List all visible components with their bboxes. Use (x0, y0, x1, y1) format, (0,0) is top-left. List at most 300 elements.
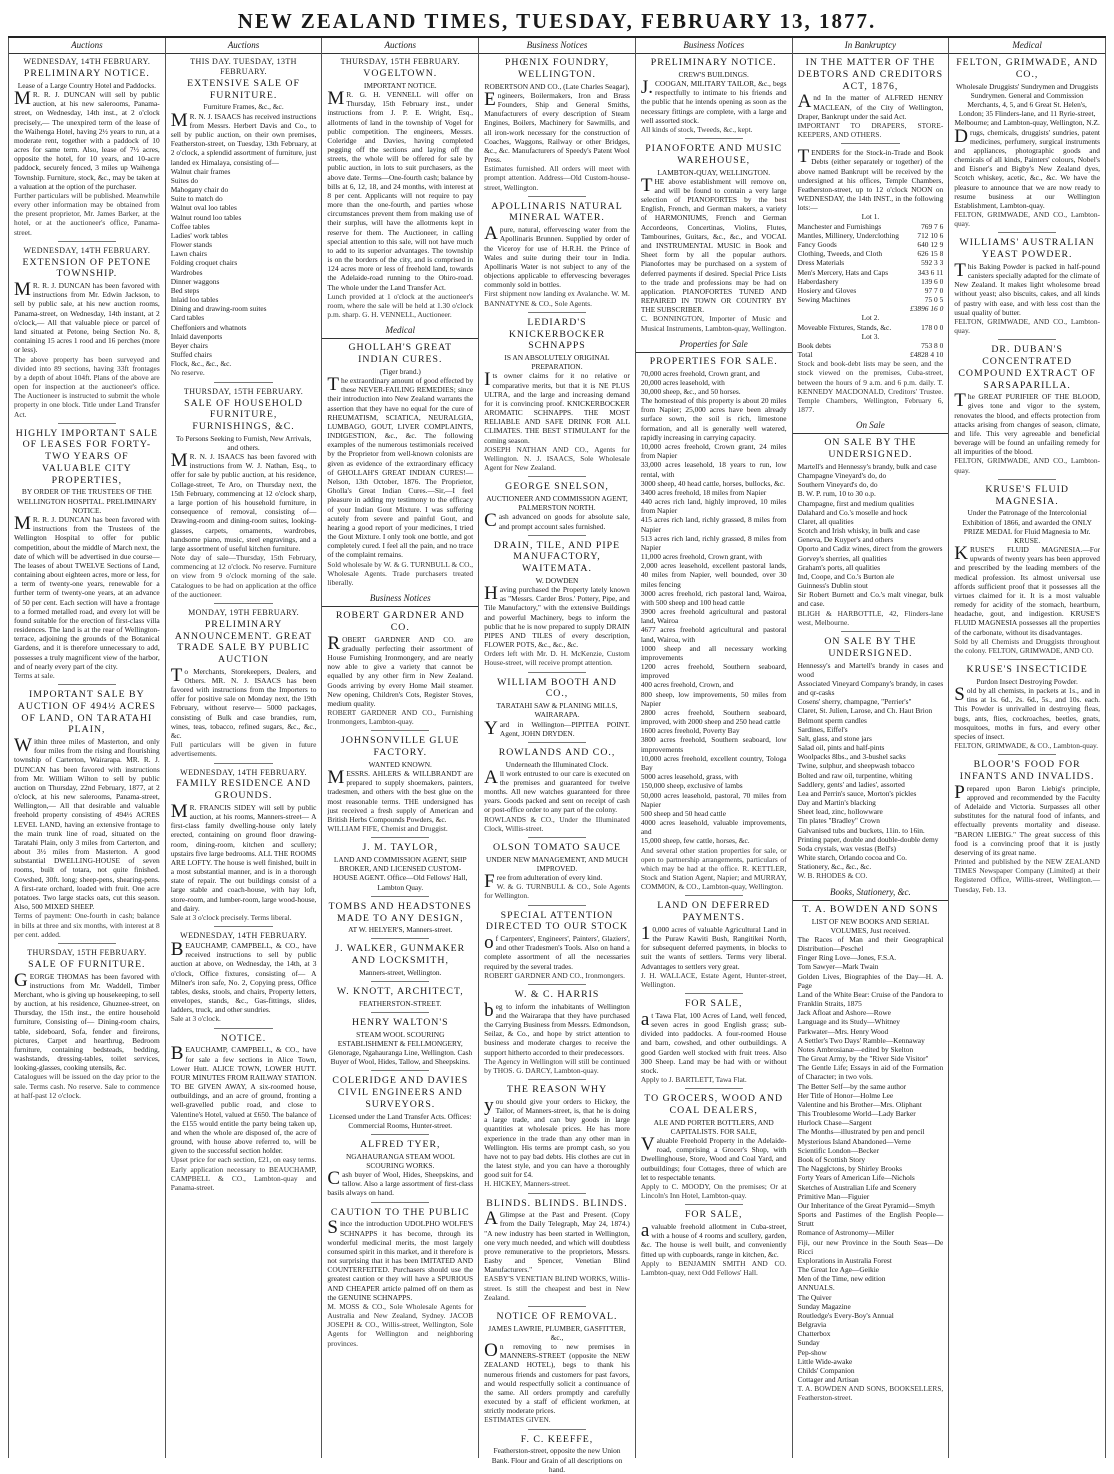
ad-title: WILLIAM BOOTH AND CO., (497, 676, 617, 700)
ad-body: at Tawa Flat, 100 Acres of Land, well fenced, seven acres in good English grass; sub-divided into paddocks. A four-roomed House and barn, cowshed, and other outbuildings. A good Garden well stocked with fruit trees. Also 300 Sheep. Land may be had with or without stock. (640, 1008, 787, 1075)
list-item: Fiji, our new Province in the South Seas—De Ricci (797, 1237, 944, 1256)
ad-footer: M. MOSS & CO., Sole Wholesale Agents for Australia and New Zealand, Sydney. JACOB JOSEPH & CO., Willis-street, Wellington, Sole Agents for Wellington and neighboring provinces. (327, 1301, 474, 1348)
list-item: 33,000 acres leasehold, 18 years to run, low rental, with (640, 460, 787, 479)
list-item: Primitive Man—Figuier (797, 1191, 870, 1201)
list-item: 30,000 sheep, &c., and 50 horses. (640, 386, 741, 396)
list-item: The Better Self—by the same author (797, 1081, 907, 1091)
ad-footer: Full particulars will be given in future advertisements. (170, 740, 317, 759)
advertisement (484, 57, 630, 192)
advertisement (171, 603, 317, 759)
stock-amount: 626 15 8 (917, 249, 944, 259)
ad-footer: The above property has been surveyed and divided into 89 sections, having 33ft frontages by a depth of about 104ft. Plans of the above are open for inspection at the auctioneer's office. The Auctioneer is instructed to submit the whole property in one block. Title under Land Transfer Act. (14, 354, 160, 419)
list-item: 2,000 acres leasehold, excellent pastoral lands, 40 miles from Napier, well bounded, over 30 miles fencing (640, 561, 787, 589)
total-row (798, 350, 944, 359)
list-item: The Quiver (797, 1292, 832, 1302)
column-header: Auctions (9, 38, 165, 54)
list-item: Suite to match do (170, 194, 223, 204)
ad-footer: J. H. WALLACE, Estate Agent, Hunter-street, Wellington. (640, 970, 787, 989)
ad-body: BEAUCHAMP, CAMPBELL, & CO., have received instructions to sell by public auction at above, on Wednesday, the 14th, at 3 o'clock, Office fixtures, consisting of— A Milner's iron safe, No. 2, Copying press, Office tables, desks, stools, and chairs, Property letters, envelopes, stands, &c., Gas-fittings, slides, ladders, truck, and other sundries. (170, 939, 317, 1015)
advertisement (798, 143, 944, 414)
list-item: 800 sheep, low improvements, 50 miles from Napier (640, 689, 787, 708)
list-item: Stuffed chairs (170, 350, 212, 360)
advertisement (484, 672, 630, 738)
ad-subtitle: IS AN ABSOLUTELY ORIGINAL PREPARATION. (504, 353, 610, 372)
list-item: Chatterbox (797, 1329, 831, 1339)
ad-title: FOR SALE, (684, 998, 743, 1010)
ad-body: The GREAT PURIFIER OF THE BLOOD, gives tone and vigor to the system, renovates the blood, and effects protection from attacks arising from changes of season, climate, and life. This very agreeable and beneficial beverage will be found an unfailing remedy for all impurities of the blood. (954, 390, 1100, 457)
ad-subtitle: FEATHERSTON-STREET. (359, 998, 442, 1008)
section-header: Business Notices (322, 591, 478, 607)
column-header: Auctions (166, 38, 322, 54)
stock-item: Sewing Machines (797, 295, 851, 305)
section-header: Properties for Sale (636, 337, 792, 353)
stock-amount: 712 10 6 (917, 230, 944, 240)
ad-footer: Stock and book-debt lists may be seen, and the stock viewed on the premises, Cuba-street, between the hours of 9 a.m. and 6 p.m. daily. T. KENNEDY MACDONALD, Creditors' Trustee. Temple Chambers, Wellington, February 6, 1877. (797, 359, 944, 415)
stock-amount: 753 8 0 (921, 340, 944, 350)
list-item: White starch, Orlando cocoa and Co. (797, 853, 907, 863)
list-item: Suites do (170, 175, 199, 185)
ad-title: COLERIDGE AND DAVIES CIVIL ENGINEERS AND SURVEYORS. (332, 1075, 469, 1110)
ad-footer: No reserve. (170, 368, 205, 378)
advertisement (798, 631, 944, 881)
ad-footer: ROWLANDS & CO., Under the Illuminated Clock, Willis-street. (484, 814, 630, 833)
ad-footer: And several other station properties for sale, or open to partnership arrangements, particulars of which may be had at the office. R. KETTLER, Stock and Station Agent, Napier; and MURRAY, COMMON, & CO., Lambton-quay, Wellington. (640, 845, 787, 892)
ad-body: Sold by all chemists, in packets at 1s., and in tins at 1s. 6d., 2s. 6d., 5s., and 10s. each. This Powder is unrivalled in destroying fleas, bugs, ants, flies, cockroaches, beetles, gnats, mosquitoes, moths in furs, and every other species of insect. (954, 684, 1100, 741)
advertisement (798, 904, 944, 1403)
list-item: Inlaid loo tables (170, 295, 219, 305)
advertisement (641, 993, 787, 1084)
ad-title: BLOOR'S FOOD FOR INFANTS AND INVALIDS. (959, 759, 1095, 782)
ad-body: GEORGE THOMAS has been favored with instructions from Mr. Waddell, Timber Merchant, who is giving up housekeeping, to sell by auction, at his residence, Ghuznee-street, on Thursday, the 15th inst., the entire household furniture, Consisting of— Dining-room chairs, table, sideboard, Sofa, fender and fireirons, pictures, Carpet and hearthrug, Bedroom furniture, containing bedsteads, bedding, washstands, dressing-tables, toilet services, looking-glasses, cooking utensils, &c. (14, 969, 160, 1073)
ad-title: JOHNSONVILLE GLUE FACTORY. (341, 735, 460, 759)
advertisement (171, 926, 317, 1023)
ad-title: THE REASON WHY (506, 1084, 608, 1096)
list-item: Walnut round loo tables (170, 212, 242, 222)
section-header: Books, Stationery, &c. (793, 885, 949, 901)
list-item: This Troublesome World—Lady Barker (797, 1109, 916, 1119)
ad-footer: IMPORTANT TO DRAPERS, STORE-KEEPERS, AND OTHERS. (797, 120, 944, 140)
advertisement (484, 984, 630, 1075)
ad-body: Valuable Freehold Property in the Adelaide-road, comprising a Grocer's Shop, with Dwellinghouse, Store, Wood and Coal Yard, and outbuildings; four Cottages, three of which are let to respectable tenants. (640, 1134, 787, 1182)
ad-footer: ROBERT GARDNER AND CO., Furnishing Ironmongers, Lambton-quay. (327, 708, 474, 727)
advertisement (798, 57, 944, 139)
ad-body: Yard in Wellington—PIPITEA POINT. Agent, JOHN DRYDEN. (484, 717, 630, 739)
ad-footer: BLIGH & HARBOTTLE, 42, Flinders-lane west, Melbourne. (797, 608, 944, 627)
ad-title: PIANOFORTE AND MUSIC WAREHOUSE, (645, 143, 783, 166)
advertisement (954, 339, 1100, 475)
list-item: Associated Vineyard Company's brandy, in cases and qr-casks (797, 678, 944, 698)
advertisement (484, 1429, 630, 1474)
subtotal: £3896 16 0 (910, 304, 944, 314)
section-header: On Sale (793, 418, 949, 434)
list-item: Mysterious Island Abandoned—Verne (797, 1136, 911, 1146)
ad-footer: W. B. RHODES & CO. (797, 871, 868, 881)
stock-table (798, 222, 944, 305)
column-7 (949, 38, 1106, 1458)
list-item: The Months—illustrated by pen and pencil (797, 1127, 925, 1137)
advertisement (14, 423, 160, 680)
list-item: Finger Ring Love—Jones, F.S.A. (797, 953, 897, 963)
item-list (798, 661, 944, 872)
ad-title: SALE OF FURNITURE. (28, 958, 146, 970)
ad-footer: H. HICKEY, Manners-street. (484, 1179, 571, 1189)
ad-footer: Terms at sale. (14, 670, 55, 680)
ad-title: HENRY WALTON'S (351, 1017, 449, 1029)
list-item: Printing paper, double and double-double demy (797, 834, 939, 844)
list-item: Explorations in Australia Forest (797, 1255, 892, 1265)
list-item: Tom Sawyer—Mark Twain (797, 962, 879, 972)
advertisement (327, 610, 473, 726)
ad-title: J. WALKER, GUNMAKER AND LOCKSMITH, (335, 943, 466, 967)
ad-title: NOTICE. (220, 1032, 267, 1044)
list-item: Soda crystals, wax vestas (Bell's) (797, 843, 896, 853)
list-item: Golden Lives, Biographies of the Day—H. A. Page (797, 971, 944, 990)
ad-footer: All kinds of stock, Tweeds, &c., kept. (640, 124, 753, 134)
ad-body: Free from adulteration of every kind. (484, 871, 603, 893)
list-item: The Great Ice Age—Geikie (797, 1265, 880, 1275)
item-list (798, 462, 944, 609)
ad-title: TOMBS AND HEADSTONES MADE TO ANY DESIGN, (328, 900, 472, 924)
advertisement (327, 1012, 473, 1066)
list-item: Pep-show (797, 1347, 827, 1357)
ad-subtitle: Featherston-street, opposite the new Union Bank. Flour and Grain of all descriptions on hand. (491, 1446, 623, 1474)
ad-title: ON SALE BY THE UNDERSIGNED. (824, 636, 917, 659)
advertisement (327, 1202, 473, 1348)
advertisement (641, 356, 787, 892)
ad-title: ROWLANDS AND CO., (498, 746, 616, 758)
ad-body: KRUSE'S FLUID MAGNESIA.—For upwards of twenty years has been approved and prescribed by the leading members of the medical profession. Its almost universal use affords sufficient proof that it possesses all the virtues claimed for it. It is a most valuable remedy for acidity of the stomach, heartburn, headache, gout, and indigestion. KRUSE'S FLUID MAGNESIA possesses all the properties of the carbonate, without its disadvantages. (954, 543, 1100, 637)
list-item: Her Title of Honor—Holme Lee (797, 1090, 894, 1100)
ad-body: Cash buyer of Wool, Hides, Sheepskins, and tallow. Also a large assortment of first-class basils always on hand. (327, 1168, 474, 1198)
list-item: 150,000 sheep, exclusive of lambs (640, 781, 743, 791)
advertisement (327, 1070, 473, 1130)
ad-title: FOR SALE, (684, 1209, 743, 1221)
list-item: 20,000 acres leasehold, with (640, 377, 725, 387)
ad-body: And In the matter of ALFRED HENRY MACLEAN, of the City of Wellington, Draper, Bankrupt under the said Act. (797, 91, 944, 121)
ad-title: WILLIAMS' AUSTRALIAN YEAST POWDER. (959, 237, 1095, 261)
ad-footer: Further particulars will be published. Meanwhile every other information may be obtained from the present proprietor, Mr. James Barker, at the hotel, or at the auctioneer's office, Panama-street. (14, 190, 160, 237)
list-item: The homestead of this property is about 20 miles from Napier; 25,000 acres have been already surface sown, the soil is rich, limestone formation, and all is generally well watered, rapidly increasing in carrying capacity. (640, 396, 787, 442)
ad-subtitle: WANTED KNOWN. (368, 759, 432, 769)
list-item: Southern Vineyard's do, do (797, 480, 878, 490)
stock-row (798, 286, 944, 295)
ad-body: ROBERT GARDNER AND CO. are gradually perfecting their assortment of House Furnishing Ironmongery, and are nearly now able to give a variety that cannot be equalled by any other firm in New Zealand. Goods arriving by every Home Mail steamer. New opening, Children's Cots, Register Stoves, medium quality. (327, 632, 474, 708)
ad-footer: Terms of payment: One-fourth in cash; balance in bills at three and six months, with interest at 8 per cent. added. (14, 911, 160, 939)
ad-date: WEDNESDAY, 14TH FEBRUARY. (180, 767, 307, 777)
ad-footer: T. A. BOWDEN AND SONS, BOOKSELLERS, Featherston-street. (797, 1384, 944, 1403)
list-item: Scotch and Irish whisky, in bulk and case (797, 526, 920, 536)
ad-footer: Estimates furnished. All orders will meet with prompt attention. Address—Old Custom-house-street, Wellington. (484, 164, 630, 192)
ad-subtitle: NGAHAURANGA STEAM WOOL SCOURING WORKS. (345, 1151, 455, 1170)
stock-item: Men's Mercery, Hats and Caps (797, 267, 889, 277)
advertisement (484, 196, 630, 308)
column-5 (636, 38, 793, 1458)
list-item: Tin plates "Bradley" Crown (797, 816, 880, 826)
advertisement (954, 57, 1100, 228)
ad-footer: FELTON, GRIMWADE, AND CO., Lambton-quay. (954, 210, 1100, 229)
list-item: Book of Scottish Story (797, 1155, 866, 1164)
advertisement (484, 312, 630, 472)
column-4 (479, 38, 636, 1474)
ad-subtitle: Lease of a Large Country Hotel and Paddocks. (17, 80, 156, 90)
stock-item: Clothing, Tweeds, and Cloth (797, 249, 883, 259)
advertisement (327, 1134, 473, 1198)
list-item: Hennessy's and Martell's brandy in cases and wood (797, 660, 944, 679)
list-item: 3400 acres freehold, 18 miles from Napier (640, 487, 767, 497)
list-item: Galvanised tubs and buckets, 11in. to 16in. (797, 825, 925, 835)
list-item: Walnut oval loo tables (170, 203, 237, 213)
ad-title: SALE OF HOUSEHOLD FURNITURE, FURNISHINGS, &C. (184, 397, 303, 433)
column-6 (793, 38, 950, 1458)
advertisement (641, 1088, 787, 1200)
column-header: Auctions (322, 38, 478, 54)
total-amount: £4828 4 10 (910, 350, 944, 360)
ad-footer: FELTON, GRIMWADE, AND CO., Lambton-quay. (954, 456, 1100, 475)
list-item: Stationery, &c., &c., &c. (797, 862, 872, 872)
list-item: Folding croquet chairs (170, 258, 238, 268)
stock-amount: 97 7 0 (924, 285, 944, 295)
list-item: 1600 acres freehold, Poverty Bay (640, 726, 740, 736)
ad-subtitle: W. DOWDEN (535, 575, 579, 585)
list-item: Scientific London—Becker (797, 1145, 880, 1155)
list-item: Beyer chairs (170, 340, 208, 350)
ad-title: HIGHLY IMPORTANT SALE OF LEASES FOR FORTY-TWO YEARS OF VALUABLE CITY PROPERTIES, (15, 427, 158, 486)
list-item: 1000 sheep and all necessary working improvements (640, 643, 787, 662)
columns (8, 38, 1106, 1474)
list-item: 440 acres rich land, highly improved, 10 miles from Napier (640, 497, 787, 516)
ad-date: WEDNESDAY, 14TH FEBRUARY. (23, 245, 151, 255)
ad-body: of Carpenters', Engineers', Painters', Glaziers', and other Tradesmen's Tools. Also on hand a complete assortment of all the necessaries required by the several trades. (484, 932, 630, 971)
ad-subtitle: LIST OF NEW BOOKS AND SERIAL VOLUMES, Just received. (811, 916, 930, 935)
ad-title: W. & C. HARRIS (514, 988, 600, 1000)
list-item: Men of the Time, new edition (797, 1274, 886, 1284)
ad-body: J.COOGAN, MILITARY TAILOR, &c., begs respectfully to intimate to his friends and the public that he intends opening as soon as the necessary fittings are complete, with a large and well assorted stock. (640, 77, 787, 125)
advertisement (798, 437, 944, 627)
ad-title: F. C. KEEFFE, (520, 1433, 594, 1445)
advertisement (641, 895, 787, 989)
ad-title: EXTENSION OF PETONE TOWNSHIP. (22, 256, 152, 280)
ad-title: GEORGE SNELSON, (505, 481, 609, 493)
list-item: Belmont sperm candles (797, 715, 867, 725)
advertisement (171, 57, 317, 377)
list-item: Cheffoniers and whatnots (170, 322, 247, 332)
ad-subtitle: To Persons Seeking to Furnish, New Arrivals, and others. (175, 433, 312, 452)
list-item: B. W. P. rum, 10 to 30 o.p. (797, 489, 876, 499)
ad-date: WEDNESDAY, 14TH FEBRUARY. (23, 57, 151, 67)
list-item: Romance of Astronomy—Miller (797, 1228, 895, 1238)
ad-footer: Note day of sale—Thursday, 15th February, commencing at 12 o'clock. No reserve. Furniture on view from 9 o'clock morning of the sale. Catalogues to be had on application at the office of the auctioneer. (170, 553, 317, 599)
ad-date: WEDNESDAY, 14TH FEBRUARY. (180, 931, 307, 941)
advertisement (641, 1204, 787, 1277)
ad-body: MR. R. J. DUNCAN has been favored with instructions from Mr. Edwin Jackson, to sell by public sale, at his new auction rooms, Panama-street, on Wednesday, 14th instant, at 2 o'clock,— All that valuable piece or parcel of land situated at Petone, being Section No. 8, containing 15 acres 1 rood and 16 perches (more or less). (14, 279, 160, 355)
ad-body: MR. R. J. DUNCAN has been favored with instructions from the Trustees of the Wellington Hospital to offer for public competition, about the middle of March next, the date of which will be advertised in due course— The leases of about TWELVE Sections of Land, containing about eighteen acres, more or less, for a term of twenty-one years, renewable for a further term of twenty-one years, at an advance of 50 per cent. Each section will have a frontage to a formed metalled road, and every lot will be found suitable for the erection of first-class villa residences. The land is at the rear of Wellington-terrace, adjoining the grounds of the Botanical Gardens, and it is therefore unnecessary to add, possesses a truly magnificent view of the harbor, and of nearly every part of the city. (14, 512, 160, 671)
list-item: Sunday Magazine (797, 1301, 851, 1311)
ad-subtitle: LAND AND COMMISSION AGENT, SHIP BROKER, AND LICENSED CUSTOM-HOUSE AGENT. Office—Old Fellows' Hall, Lambton Quay. (333, 855, 468, 892)
ad-title: ROBERT GARDNER AND CO. (335, 610, 465, 633)
list-item: Cosens' sherry, champagne, "Perrier's" (797, 697, 912, 707)
ad-footer: JOSEPH NATHAN AND CO., Agents for Wellington. N. J. ISAACS, Sole Wholesale Agent for New Zealand. (484, 444, 630, 473)
list-item: The Great Army, by the "River Side Visitor" (797, 1054, 929, 1064)
ad-footer: C. BONNINGTON, Importer of Music and Musical Instruments, Lambton-quay, Wellington. (640, 314, 787, 333)
ad-title: T. A. BOWDEN AND SONS (802, 903, 939, 915)
item-list (798, 935, 944, 1384)
list-item: Geneva, De Kuyper's and others (797, 535, 894, 545)
list-item: Lawn chairs (170, 249, 208, 259)
advertisement (954, 479, 1100, 655)
ad-subtitle: STEAM WOOL SCOURING ESTABLISHMENT & FELLMONGERY, Glenorage, Ngahauranga Line, Wellington. Cash Buyer of Wool, Hides, Tallow, and Sheepskins. (328, 1029, 473, 1067)
list-item: Cottager and Artisan (797, 1375, 859, 1385)
ad-body: Its owner claims for it no relative or comparative merits, but that it is NE PLUS ULTRA, and the large and increasing demand for it is convincing proof. KNICKERBOCKER AROMATIC SCHNAPPS. THE MOST RELIABLE AND SAFE DRINK FOR ALL CLIMATES. THE BEST STIMULANT for the coming season. (484, 369, 630, 445)
ad-body: Cash advanced on goods for absolute sale, and prompt account sales furnished. (484, 510, 630, 532)
ad-title: IN THE MATTER OF THE DEBTORS AND CREDITORS ACT, 1876, (797, 57, 944, 92)
list-item: Walnut chair frames (170, 166, 231, 176)
list-item: Valentine and his Brother—Mrs. Oliphant (797, 1099, 922, 1109)
ad-title: LAND ON DEFERRED PAYMENTS. (657, 900, 771, 924)
ad-body: MESSRS. AHLERS & WILLBRANDT are prepared to supply shoemakers, painters, tradesmen, and others with the best glue on the most reasonable terms. THE undersigned has just received a fresh supply of American and British Herbs Compounds Powders, &c. (327, 767, 474, 824)
ad-title: EXTENSIVE SALE OF FURNITURE. (187, 77, 300, 101)
ad-body: 10,000 acres of valuable Agricultural Land in the Puraw Kawiti Bush, Rangitikei North, for subsequent deferred payments, in blocks to suit the wants of settlers. Terms very liberal. Advantages to settlers very great. (640, 922, 787, 971)
ad-title: KRUSE'S INSECTICIDE (966, 664, 1088, 676)
list-item: Childs' Companion (797, 1365, 855, 1375)
list-item: 3900 acres freehold agricultural and pastoral land, Wairoa (640, 607, 787, 626)
stock-amount: 343 6 11 (917, 267, 944, 277)
list-item: 513 acres rich land, richly grassed, 8 miles from Napier (640, 533, 787, 552)
list-item: The Nagglctons, by Shirley Brooks (797, 1164, 903, 1174)
ad-subtitle: Licensed under the Land Transfer Acts. Offices: Commercial Rooms, Hunter-street. (329, 1111, 472, 1130)
ad-date: MONDAY, 19TH FEBRUARY. (188, 607, 300, 617)
list-item: Flock, &c., &c., &c. (170, 359, 232, 369)
ad-date: THURSDAY, 15TH FEBRUARY. (27, 947, 147, 957)
stock-item: Manchester and Furnishings (797, 221, 882, 231)
ad-title: ALFRED TYER, (360, 1139, 441, 1151)
stock-item: Book debts (797, 340, 832, 350)
ad-footer: Sold by all Chemists and Druggists throughout the colony. FELTON, GRIMWADE, AND CO. (954, 636, 1100, 655)
ad-subtitle: IMPORTANT NOTICE. (363, 80, 437, 90)
ad-body: MR. R. J. DUNCAN will sell by public auction, at his new salerooms, Panama-street, on Wednesday, 14th inst., at 2 o'clock precisely,— The unexpired term of the lease of the Waihenga Hotel, having 2½ years to run, at a moderate rent, together with a paddock of 10 acres for same term. Also, lease of 7½ acres, opposite the hotel, for 10 years, and 10-acre paddock, securely fenced, 3 miles up Waihenga Township. Furniture, stock, &c., may be taken at a valuation at the option of the purchaser. (14, 87, 160, 191)
stock-amount: 178 0 0 (921, 322, 944, 332)
ad-title: OLSON TOMATO SAUCE (493, 841, 621, 853)
ad-title: BLINDS. BLINDS. BLINDS. (486, 1197, 628, 1209)
advertisement (14, 241, 160, 419)
stock-item: Hosiery and Gloves (797, 285, 857, 295)
advertisement (327, 938, 473, 977)
ad-body: TENDERS for the Stock-in-Trade and Book Debts (either separately or together) of the above named Bankrupt will be received by the undersigned at his offices, Temple Chambers, Featherston-street, up to 12 o'clock NOON on WEDNESDAY, the 14th INST., in the following lots:— (797, 146, 944, 213)
list-item: Forty Years of American Life—Nichols (797, 1173, 915, 1183)
ad-subtitle: TARATAHI SAW & PLANING MILLS, WAIRARAPA. (496, 701, 618, 720)
list-item: Sports and Pastimes of the English People—Strutt (797, 1210, 944, 1229)
list-item: Saddlery, gents' and ladies', assorted (797, 779, 905, 789)
ad-footer: Apply to C. MOODY, On the premises; Or at Lincoln's Inn Hotel, Lambton-quay. (640, 1181, 787, 1201)
ad-title: VOGELTOWN. (363, 68, 438, 80)
ad-footer: Sale at 3 o'clock. (170, 1014, 221, 1024)
list-item: Claret, all qualities (797, 516, 854, 526)
list-item: Bolted and raw oil, turpentine, whiting (797, 770, 913, 780)
stock-row (798, 323, 944, 332)
list-item: Sketches of Australian Life and Scenery (797, 1182, 917, 1192)
ad-subtitle: Wholesale Druggists' Sundrymen and Druggists Sundrymen. General and Commission Merchants, 4, 5, and 6 Great St. Helen's, London; 35 Flinders-lane, and 11 Ryrie-street, Melbourne; and Lambton-quay, Wellington, N.Z. (954, 81, 1100, 128)
stock-row (798, 268, 944, 277)
list-item: 1200 acres freehold, Southern seaboard, improved (640, 662, 787, 681)
list-item: A Settler's Two Days' Ramble—Kennaway (797, 1035, 925, 1045)
ad-footer: FELTON, GRIMWADE, & CO., Lambton-quay. (954, 741, 1099, 751)
ad-footer: Apply to J. BARTLETT, Tawa Flat. (640, 1075, 747, 1085)
list-item: Ladies' work tables (170, 230, 228, 240)
ad-subtitle: ALE AND PORTER BOTTLERS, AND CAPITALISTS. FOR SALE, (653, 1117, 774, 1136)
list-item: 3800 acres freehold, Southern seaboard, low improvements (640, 735, 787, 754)
list-item: 4000 acres leasehold, valuable improvements, and (640, 818, 787, 837)
ad-subtitle: CREW'S BUILDINGS. (678, 69, 749, 79)
list-item: Dinner waggons (170, 276, 220, 286)
stock-item: Fancy Goods (797, 239, 837, 249)
ad-body: MR. N. J. ISAACS has received instructions from Messrs. Herbert Davis and Co., to sell by public auction, on their own premises, Featherston-street, on Tuesday, 13th February, at 2 o'clock, a splendid assortment of furniture, just landed ex Himalaya, consisting of— (170, 109, 317, 167)
stock-item: Dress Materials (797, 258, 845, 268)
list-item: Salad oil, pints and half-pints (797, 743, 885, 753)
advertisement (954, 659, 1100, 750)
list-item: Our Inheritance of the Great Pyramid—Smyth (797, 1200, 935, 1210)
ad-body: Prepared upon Baron Liebig's principle, approved and recommended by the Faculty of Adelaide and Victoria. Surpasses all other substitutes for the natural food of infants, and effectually prevents mortality and disease. "BARON LIEBIG." The great success of this food is a convincing proof that it is justly deserving of its great name. (954, 781, 1100, 857)
stock-row (798, 249, 944, 258)
ad-body: Having purchased the Property lately known as "Messrs. Carder Bros.' Pottery, Pipe, and Tile Manufactory," with the extensive Buildings and powerful Machinery, begs to inform the public that he is now prepared to supply DRAIN PIPES AND TILES of every description, FLOWER POTS, &c., &c., &c. (484, 583, 630, 650)
list-item: Sardines, Eiffel's (797, 724, 848, 734)
ad-subtitle: AUCTIONEER AND COMMISSION AGENT, PALMERSTON NORTH. (486, 494, 628, 513)
ad-subtitle: BY ORDER OF THE TRUSTEES OF THE WELLINGTON HOSPITAL. PRELIMINARY NOTICE. (17, 487, 157, 515)
advertisement (327, 730, 473, 833)
list-item: Sheet lead, zinc, hollowware (797, 807, 883, 817)
ad-footer: Sold wholesale by W. & G. TURNBULL & CO., Wholesale Agents. Trade purchasers treated liberally. (327, 559, 474, 587)
list-item: Graham's ports, all qualities (797, 562, 881, 572)
advertisement (484, 905, 630, 980)
ad-body: MR. N. J. ISAACS has been favored with instructions from W. J. Nathan, Esq., to offer for sale by public auction, at his residence, Collage-street, Te Aro, on Thursday next, the 15th February, commencing at 12 o'clock sharp, a large portion of his household furniture, in consequence of removal, consisting of— Drawing-room and dining-room suites, looking-glasses, carpets, ornaments, wardrobes, handsome piano, music, steel engravings, and a large assortment of useful kitchen furniture. (170, 450, 317, 553)
ad-footer: Upset price for each section, £21, on easy terms. Early application necessary to BEAUCHAMP, CAMPBELL & CO., Lambton-quay and Panama-street. (170, 1155, 317, 1192)
total-label: Total (797, 350, 813, 360)
list-item: 11,000 acres freehold, Crown grant, with (640, 552, 763, 562)
item-list (641, 369, 787, 846)
ad-title: SPECIAL ATTENTION DIRECTED TO OUR STOCK (485, 909, 629, 933)
ad-body: you should give your orders to Hickey, the Tailor, of Manners-street, is, that he is doing a large trade, and can buy goods in large quantities at wholesale prices. He has more experience in the trade than any other man in Wellington. His terms are prompt cash, so you have not to pay bad debts. His clothes are cut in the latest style, and you can have a thoroughly good suit for £4. (484, 1094, 630, 1180)
ad-title: GHOLLAH'S GREAT INDIAN CURES. (348, 342, 453, 366)
ad-title: DRAIN, TILE, AND PIPE MANUFACTORY, WAITEMATA. (493, 539, 621, 575)
ad-subtitle: Underneath the Illuminated Clock. (505, 759, 609, 769)
advertisement (954, 232, 1100, 335)
ad-footer: FELTON, GRIMWADE, AND CO., Lambton-quay. (954, 316, 1100, 336)
list-item: Champagne, first and medium qualities (797, 498, 914, 508)
list-item: Little Wide-awake (797, 1356, 853, 1366)
advertisement (327, 837, 473, 891)
list-item: 10,000 acres freehold, excellent country, Tologa Bay (640, 753, 787, 772)
ad-title: NOTICE OF REMOVAL. (496, 1311, 618, 1322)
ad-title: PRELIMINARY ANNOUNCEMENT. GREAT TRADE SALE BY PUBLIC AUCTION (174, 618, 313, 666)
lot-label: Lot 2. (861, 313, 880, 323)
list-item: 3000 sheep, 40 head cattle, horses, bullocks, &c. (640, 478, 785, 488)
ad-title: PROPERTIES FOR SALE. (649, 355, 778, 367)
ad-subtitle: Manners-street, Wellington. (359, 967, 442, 977)
advertisement (484, 1193, 630, 1302)
advertisement (327, 342, 473, 587)
stock-row (798, 222, 944, 231)
list-item: Parkwater—Mrs. Henry Wood (797, 1026, 889, 1036)
ad-body: Since the introduction UDOLPHO WOLFE'S SCHNAPPS it has become, through its wonderful medicinal merits, the most largely consumed spirit in this market, and it therefore is not surprising that it has been IMITATED AND COUNTERFEITED. Purchasers should use the greatest caution or they will have a SPURIOUS AND CHEAPER article palmed off on them as the GENUINE SCHNAPPS. (327, 1217, 474, 1302)
ad-subtitle: AT W. HELYER'S, Manners-street. (348, 925, 453, 935)
ad-footer: EASBY'S VENETIAN BLIND WORKS, Willis-street. Is still the cheapest and best in New Zealand. (484, 1274, 630, 1302)
ad-date: THIS DAY. TUESDAY, 13TH FEBRUARY. (190, 57, 297, 77)
ad-title: ON SALE BY THE UNDERSIGNED. (824, 437, 917, 461)
ad-title: DR. DUBAN'S CONCENTRATED COMPOUND EXTRACT OF SARSAPARILLA. (958, 344, 1096, 391)
stock-row (798, 231, 944, 240)
list-item: Ind, Coope, and Co.'s Burton ale (797, 571, 895, 581)
stock-amount: 75 0 5 (924, 295, 944, 305)
lot-label: Lot 3. (861, 331, 880, 341)
ad-footer: Orders left with Mr. D. H. McKenzie, Custom House-street, will receive prompt attention. (484, 649, 630, 668)
